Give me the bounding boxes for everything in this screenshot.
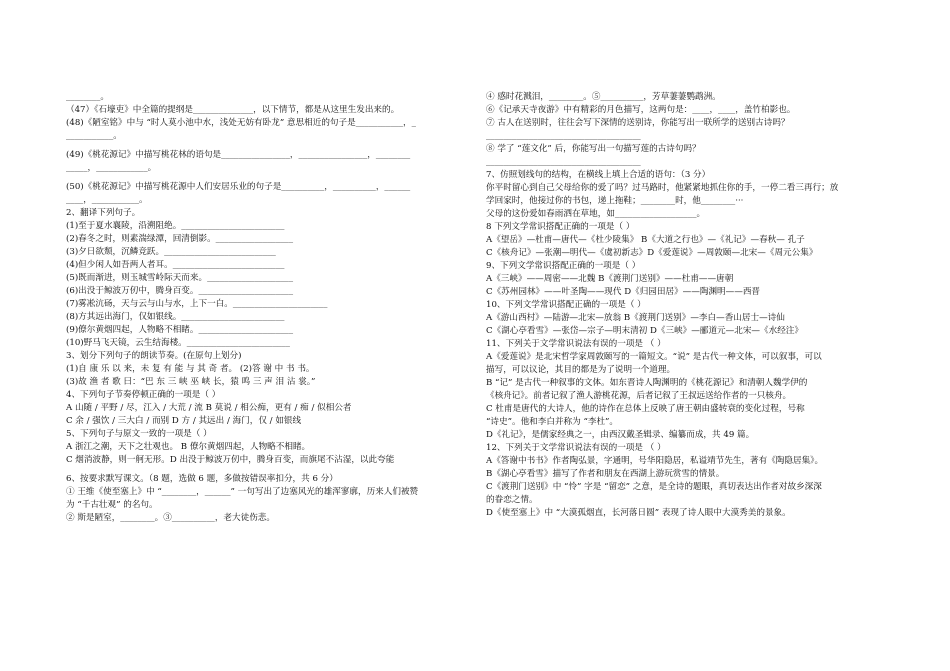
right-text-line-12: C《核舟记》—张潮—明代—《虞初新志》D《爱莲说》—周敦颐—北宋—《周元公集》 (486, 248, 818, 258)
left-column (66, 91, 468, 525)
left-text-line-27: 5、下列句子与原文一致的一项是（ ） (66, 429, 212, 439)
left-text-line-18: (8)方其远出海门，仅如银线。________________________ (66, 312, 285, 322)
left-text-line-10: 2、翻译下列句子。 (66, 208, 141, 218)
right-text-line-5: ____________________________________ (486, 157, 641, 167)
right-text-line-1: ⑥《记承天寺夜游》中有精彩的月色描写，这两句是：____，____，盖竹柏影也。 (486, 105, 796, 115)
right-text-line-2: ⑦ 古人在送别时，往往会写下深情的送别诗，你能写出一联所学的送别古诗吗？ (486, 118, 790, 128)
right-text-line-0: ④ 感时花溅泪，________。⑤__________，芳草萋萋鹦鹉洲。 (486, 92, 721, 102)
left-text-line-3: ___________。 (66, 131, 122, 141)
left-text-line-5: (49)《桃花源记》中描写桃花林的语句是________________，________________，________ (66, 150, 411, 160)
right-text-line-8: 学回家时，他接过你的书包，递上拖鞋；________时，他________··· (486, 196, 744, 206)
right-text-line-21: 描写，可以议论，其目的都是为了说明一个道理。 (486, 365, 676, 375)
left-text-line-14: (4)但少闲人如吾两人者耳。__________________________ (66, 260, 285, 270)
left-text-line-24: 4、下列句子节奏停顿正确的一项是（ ） (66, 390, 221, 400)
left-text-line-19: (9)僚尔黄烟四起，人物略不相睹。______________________ (66, 325, 294, 335)
left-text-line-23: (3)故 渔 者 歌 曰：“巴 东 三 峡 巫 峡 长，猿 鸣 三 声 泪 沾 裳。” (66, 377, 316, 387)
left-text-line-13: (3)夕日欲颓，沉鳞竞跃。__________________________ (66, 247, 276, 257)
left-text-line-9: ____，___________。 (66, 195, 148, 205)
right-text-line-18: C《湖心亭看雪》—张岱—宗子—明末清初 D《三峡》—郦道元—北宋—《水经注》 (486, 326, 803, 336)
right-text-line-15: C《苏州园林》——叶圣陶——现代 D《归园田居》——陶渊明——西晋 (486, 287, 761, 297)
right-text-line-24: C 杜甫是唐代的大诗人，他的诗作在总体上反映了唐王朝由盛转衰的变化过程，号称 (486, 404, 805, 414)
right-text-line-13: 9、下列文学常识搭配正确的一项是（ ） (486, 261, 641, 271)
left-text-line-0: ________。 (66, 92, 109, 102)
right-text-line-31: 的眷恋之情。 (486, 495, 538, 505)
right-text-line-4: ⑧ 学了 “莲文化” 后，你能写出一句描写莲的古诗句吗？ (486, 144, 701, 154)
right-text-line-11: A《望岳》—杜甫—唐代—《杜少陵集》 B《大道之行也》—《礼记》—春秋— 孔子 (486, 235, 805, 245)
left-text-line-12: (2)春冬之时，则素湍绿潭，回清倒影。__________________ (66, 234, 294, 244)
right-text-line-32: D《使至塞上》中 “大漠孤烟直，长河落日圆” 表现了诗人眼中大漠秀美的景象。 (486, 508, 791, 518)
left-text-line-16: (6)出没于鲸波万仞中，腾身百变。______________________ (66, 286, 294, 296)
left-text-line-34: ② 斯是陋室，________。③__________，老大徒伤悲。 (66, 513, 275, 523)
left-text-line-21: 3、划分下列句子的朗读节奏。(在原句上划分) (66, 351, 242, 361)
right-column (486, 91, 890, 520)
left-text-line-22: (1)自 康 乐 以 来，未 复 有 能 与 其 奇 者。 (2)答 谢 中 书 书。 (66, 364, 315, 374)
left-text-line-33: 为 “千古壮观” 的名句。 (66, 500, 158, 510)
right-text-line-10: 8 下列文学常识搭配正确的一项是（ ） (486, 222, 635, 232)
right-text-line-20: A《爱莲说》是北宋哲学家周敦颐写的一篇短文。“说” 是古代一种文体，可以叙事，可以 (486, 352, 822, 362)
right-text-line-30: C《渡荆门送别》中 “怜” 字是 “留恋” 之意，是全诗的题眼，真切表达出作者对故乡深深 (486, 482, 822, 492)
right-text-line-23: 《核舟记》。前者记叙了渔人游桃花源，后者记叙了王叔远送给作者的一只核舟。 (486, 391, 792, 401)
right-text-line-3: ____________________________________ (486, 131, 641, 141)
right-text-line-16: 10、下列文学常识搭配正确的一项是（ ） (486, 300, 646, 310)
left-text-line-15: (5)既而渐进，则玉城雪岭际天而来。____________________ (66, 273, 294, 283)
left-text-line-2: (48)《陋室铭》中与 “时人莫小池中水，浅处无妨有卧龙” 意思相近的句子是___________，_ (66, 118, 416, 128)
left-text-line-29: C 烟消波静，则一舸无形。D 出没于鲸波万仞中，腾身百变，而旗尾不沾湿，以此夸能 (66, 455, 395, 465)
right-text-line-9: 父母的这份爱如春雨洒在草地，如___________________。 (486, 209, 706, 219)
right-text-line-26: D《礼记》，是儒家经典之一，由西汉戴圣辑录、编纂而成，共 49 篇。 (486, 430, 755, 440)
left-text-line-32: ① 王维《使至塞上》中 “________，______” 一句写出了边塞风光的雄浑寥廓，历来人们被赞 (66, 487, 419, 497)
left-text-line-17: (7)雾凇沆砀，天与云与山与水，上下一白。______________________ (66, 299, 328, 309)
left-text-line-26: C 余 / 强饮 / 三大白 / 而别 D 方 / 其远出 / 海门，仅 / 如银线 (66, 416, 302, 426)
left-text-line-1: （47）《石壕吏》中全篇的提纲是______________，以下情节，都是从这里生发出来的。 (66, 105, 400, 115)
right-text-line-19: 11、下列关于文学常识说法有误的一项是 （ ） (486, 339, 666, 349)
right-text-line-25: “诗史”。他和李白并称为 “李杜”。 (486, 417, 619, 427)
left-text-line-31: 6、按要求默写课文。（8 题，选做 6 题，多做按错误率扣分，共 6 分） (66, 474, 338, 484)
left-text-line-25: A 山随 / 平野 / 尽，江入 / 大荒 / 流 B 莫说 / 相公痴，更有 / 痴 / 似相公者 (66, 403, 352, 413)
left-text-line-20: (10)野马飞天镜，云生结海楼。________________________ (66, 338, 290, 348)
left-text-line-8: (50)《桃花源记》中描写桃花源中人们安居乐业的句子是__________，__________，______ (66, 182, 411, 192)
left-text-line-28: A 浙江之潮，天下之壮观也。 B 僚尔黄烟四起，人物略不相睹。 (66, 442, 311, 452)
right-text-line-17: A《游山西村》—陆游—北宋—放翁 B《渡荆门送别》—李白—香山居士—诗仙 (486, 313, 785, 323)
left-text-line-6: _____，____________。 (66, 163, 157, 173)
right-text-line-27: 12、下列关于文学常识说法有误的一项是 （ ） (486, 443, 666, 453)
right-text-line-28: A《答谢中书书》作者陶弘景，字通明，号华阳隐居，私谥靖节先生，著有《陶隐居集》。 (486, 456, 824, 466)
left-text-line-11: (1)至于夏水襄陵，沿溯阻绝。________________________ (66, 221, 285, 231)
right-text-line-29: B《湖心亭看雪》描写了作者和朋友在西湖上游玩赏雪的情景。 (486, 469, 725, 479)
right-text-line-14: A《三峡》——周密——北魏 B《渡荆门送别》——杜甫——唐朝 (486, 274, 734, 284)
right-text-line-6: 7、仿照划线句的结构，在横线上填上合适的语句：（3 分） (486, 170, 711, 180)
right-text-line-7: 你平时留心到自己父母给你的爱了吗？过马路时，他紧紧地抓住你的手，一停二看三再行；放 (486, 183, 839, 193)
right-text-line-22: B “记” 是古代一种叙事的文体。如东晋诗人陶渊明的《桃花源记》和清朝人魏学伊的 (486, 378, 808, 388)
